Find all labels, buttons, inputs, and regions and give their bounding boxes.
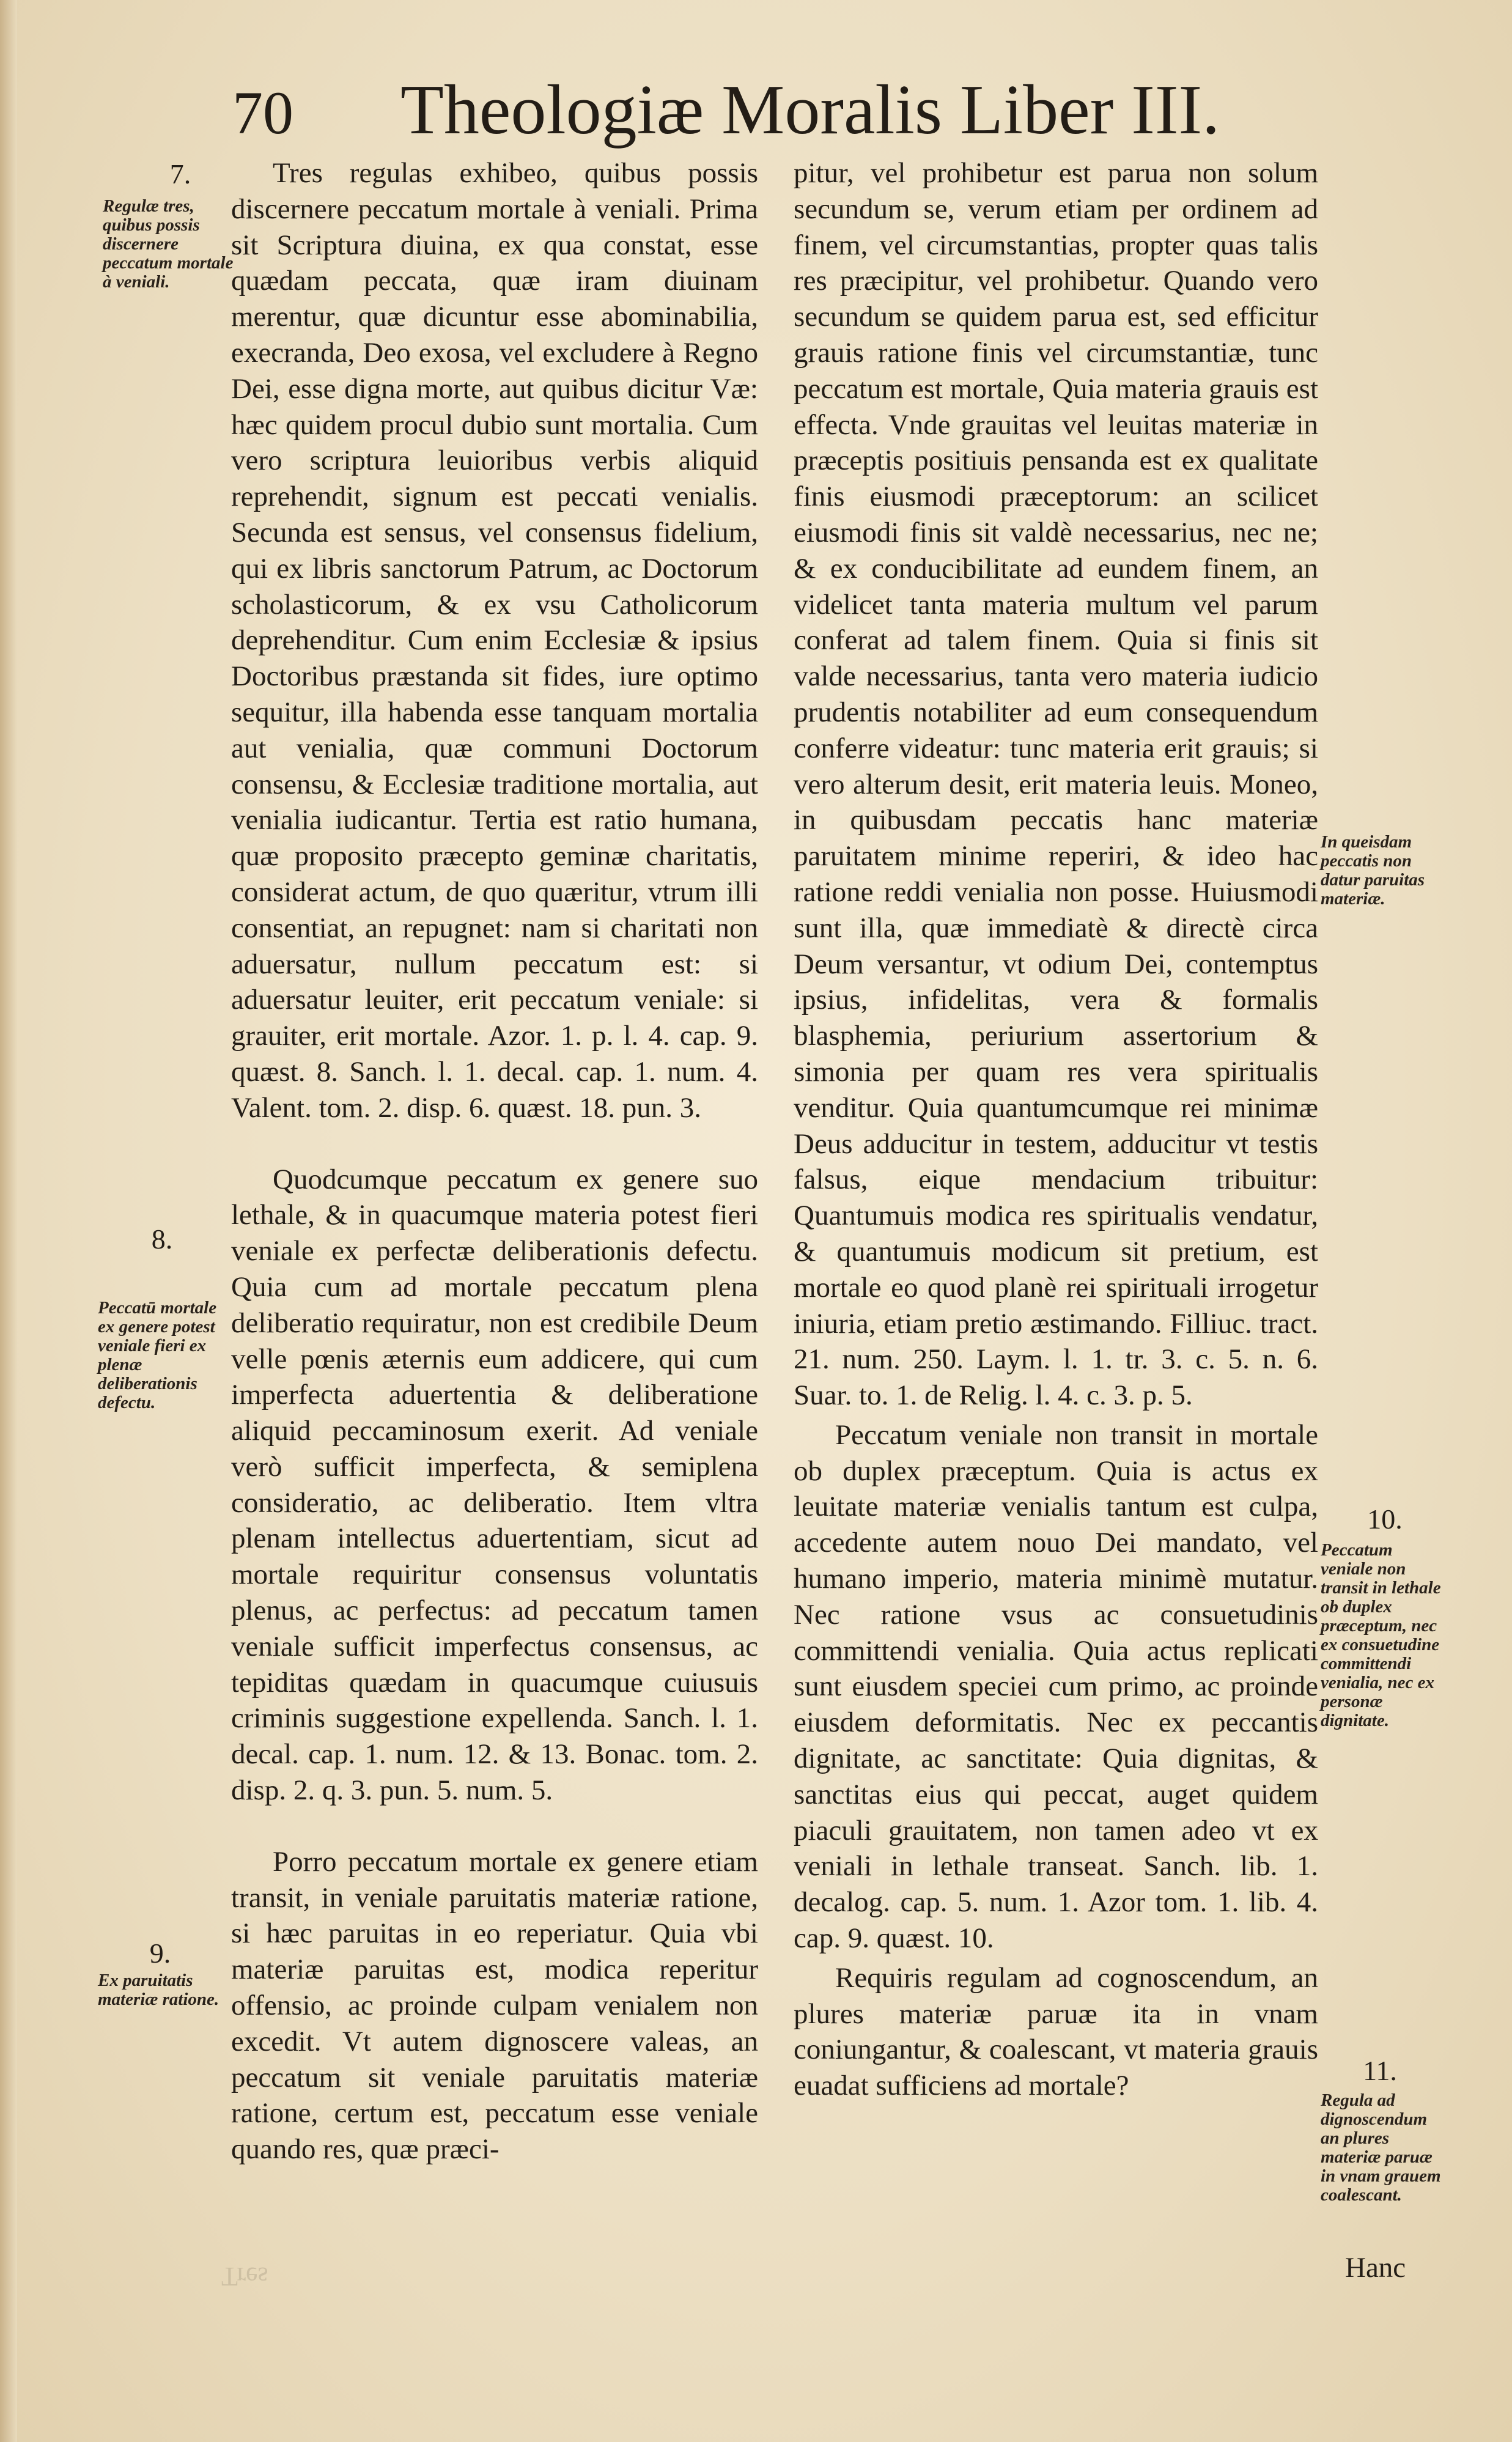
paragraph-number-11: 11. <box>1363 2055 1397 2086</box>
paragraph-8: Quodcumque peccatum ex genere suo lethale, & in quacumque materia potest fieri veniale ex perfectæ deliberationis defectu. Quia cum ad mortale peccatum plena deliberatio requiratur, non est credibile Deum velle pœnis æternis eum addicere, qui cum imperfecta aduertentia & deliberatione aliquid peccaminosum exerit. Ad veniale verò sufficit imperfecta, & semiplena consideratio, ac deliberatio. Item vltra plenam intellectus aduertentiam, sicut ad mortale requiritur consensus voluntatis plenus, ac perfectus: ad peccatum tamen veniale sufficit imperfectus consensus, ac tepiditas quædam in quacumque cuiusuis criminis suggestione expellenda. Sanch. l. 1. decal. cap. 1. num. 12. & 13. Bonac. tom. 2. disp. 2. q. 3. pun. 5. num. 5. <box>231 1163 758 1807</box>
paragraph-number-9: 9. <box>149 1938 171 1969</box>
paragraph-continued: pitur, vel prohibetur est parua non solum secundum se, verum etiam per ordinem ad finem, vel circumstantias, propter quas talis res præcipitur, vel prohibetur. Quando vero secundum se quidem parua est, sed efficitur grauis ratione finis vel circumstantiæ, tunc peccatum est mortale, Quia materia grauis est effecta. Vnde grauitas vel leuitas materiæ in præceptis positiuis pensanda est ex qualitate finis eiusmodi præceptorum: an scilicet eiusmodi finis sit valdè necessarius, nec ne; & ex conducibilitate ad eundem finem, an videlicet tanta materia multum vel parum conferat ad talem finem. Quia si finis sit valde necessarius, tanta vero materia iudicio prudentis notabiliter ad eum consequendum conferre videatur: tunc materia erit grauis; si vero alterum desit, erit materia leuis. Moneo, in quibusdam peccatis hanc materiæ paruitatem minime reperiri, & ideo hac ratione reddi venialia non posse. Huiusmodi sunt illa, quæ immediatè & directè circa Deum versantur, vt odium Dei, contemptus ipsius, infidelitas, vera & formalis blasphemia, periurium assertorium & simonia per quam res vera spiritualis venditur. Quia quantumcumque rei minimæ Deus adducitur in testem, adducitur vt testis falsus, eique mendacium tribuitur: Quantumuis modica res spiritualis vendatur, & quantumuis modicum sit pretium, est mortale eo quod planè rei spirituali irrogetur iniuria, etiam pretio æstimando. Filliuc. tract. 21. num. 250. Laym. l. 1. tr. 3. c. 5. n. 6. Suar. to. 1. de Relig. l. 4. c. 3. p. 5. <box>794 157 1318 1412</box>
running-title: Theologiæ Moralis Liber III. <box>400 71 1220 149</box>
paragraph-7: Tres regulas exhibeo, quibus possis discernere peccatum mortale à veniali. Prima sit Scriptura diuina, ex qua constat, esse quædam peccata, quæ iram diuinam merentur, quæ dicuntur esse abominabilia, execranda, Deo exosa, vel excludere à Regno Dei, esse digna morte, aut quibus dicitur Væ: hæc quidem procul dubio sunt mortalia. Cum vero scriptura leuioribus verbis aliquid reprehendit, signum est peccati venialis. Secunda est sensus, vel consensus fidelium, qui ex libris sanctorum Patrum, ac Doctorum scholasticorum, & ex vsu Catholicorum deprehenditur. Cum enim Ecclesiæ & ipsius Doctoribus præstanda sit fides, iure optimo sequitur, illa habenda esse tanquam mortalia aut venialia, quæ communi Doctorum consensu, & Ecclesiæ traditione mortalia, aut venialia iudicantur. Tertia est ratio humana, quæ proposito præcepto geminæ charitatis, considerat actum, de quo quæritur, vtrum illi consentiat, an repugnet: nam si charitati non aduersatur, nullum peccatum est: si aduersatur leuiter, erit peccatum veniale: si grauiter, erit mortale. Azor. 1. p. l. 4. cap. 9. quæst. 8. Sanch. l. 1. decal. cap. 1. num. 4. Valent. tom. 2. disp. 6. quæst. 18. pun. 3. <box>231 157 758 1124</box>
marginal-note-10: Peccatum veniale non transit in lethale ob duplex præceptum, nec ex consuetudine committendi venialia, nec ex personæ dignitate. <box>1321 1540 1441 1730</box>
bleed-through-text: Tres <box>221 2262 268 2292</box>
paragraph-number-8: 8. <box>151 1223 173 1255</box>
paragraph-10: Peccatum veniale non transit in mortale ob duplex præceptum. Quia is actus ex leuitate materiæ venialis tantum est culpa, accedente autem nouo Dei mandato, vel humano imperio, materia minimè mutatur. Nec ratione vsus ac consuetudinis committendi venialia. Quia actus replicati sunt eiusdem speciei cum primo, ac proinde eiusdem deformitatis. Nec ex peccantis dignitate, ac sanctitate: Quia dignitas, & sanctitas eius qui peccat, auget quidem piaculi grauitatem, non tamen adeo vt ex veniali in lethale transeat. Sanch. lib. 1. decalog. cap. 5. num. 1. Azor tom. 1. lib. 4. cap. 9. quæst. 10. <box>794 1418 1318 1955</box>
marginal-note-8: Peccatū mortale ex genere potest veniale fieri ex plenæ deliberationis defectu. <box>98 1298 217 1412</box>
marginal-note-materia: In queisdam peccatis non datur paruitas materiæ. <box>1321 832 1425 909</box>
paragraph-number-7: 7. <box>169 158 191 190</box>
page-number: 70 <box>232 79 293 147</box>
marginal-note-7: Regulæ tres, quibus possis discernere peccatum mortale à veniali. <box>103 196 234 292</box>
paragraph-number-10: 10. <box>1367 1503 1403 1535</box>
right-column <box>794 155 1318 2104</box>
page-header <box>0 72 1512 152</box>
paragraph-11: Requiris regulam ad cognoscendum, an plures materiæ paruæ ita in vnam coniungantur, & coalescant, vt materia grauis euadat sufficiens ad mortale? <box>794 1961 1318 2102</box>
paragraph-9: Porro peccatum mortale ex genere etiam transit, in veniale paruitatis materiæ ratione, si hæc paruitas in eo reperiatur. Quia vbi materiæ paruitas est, modica reperitur offensio, ac proinde culpam venialem non excedit. Vt autem dignoscere valeas, an peccatum sit veniale paruitatis materiæ ratione, certum est, peccatum esse veniale quando res, quæ præci- <box>231 1845 758 2166</box>
marginal-note-11: Regula ad dignoscendum an plures materiæ paruæ in vnam grauem coalescant. <box>1321 2090 1441 2205</box>
marginal-note-9: Ex paruitatis materiæ ratione. <box>98 1971 219 2009</box>
left-column <box>231 155 758 2167</box>
page-edge <box>0 0 17 2442</box>
catchword: Hanc <box>1345 2252 1406 2284</box>
